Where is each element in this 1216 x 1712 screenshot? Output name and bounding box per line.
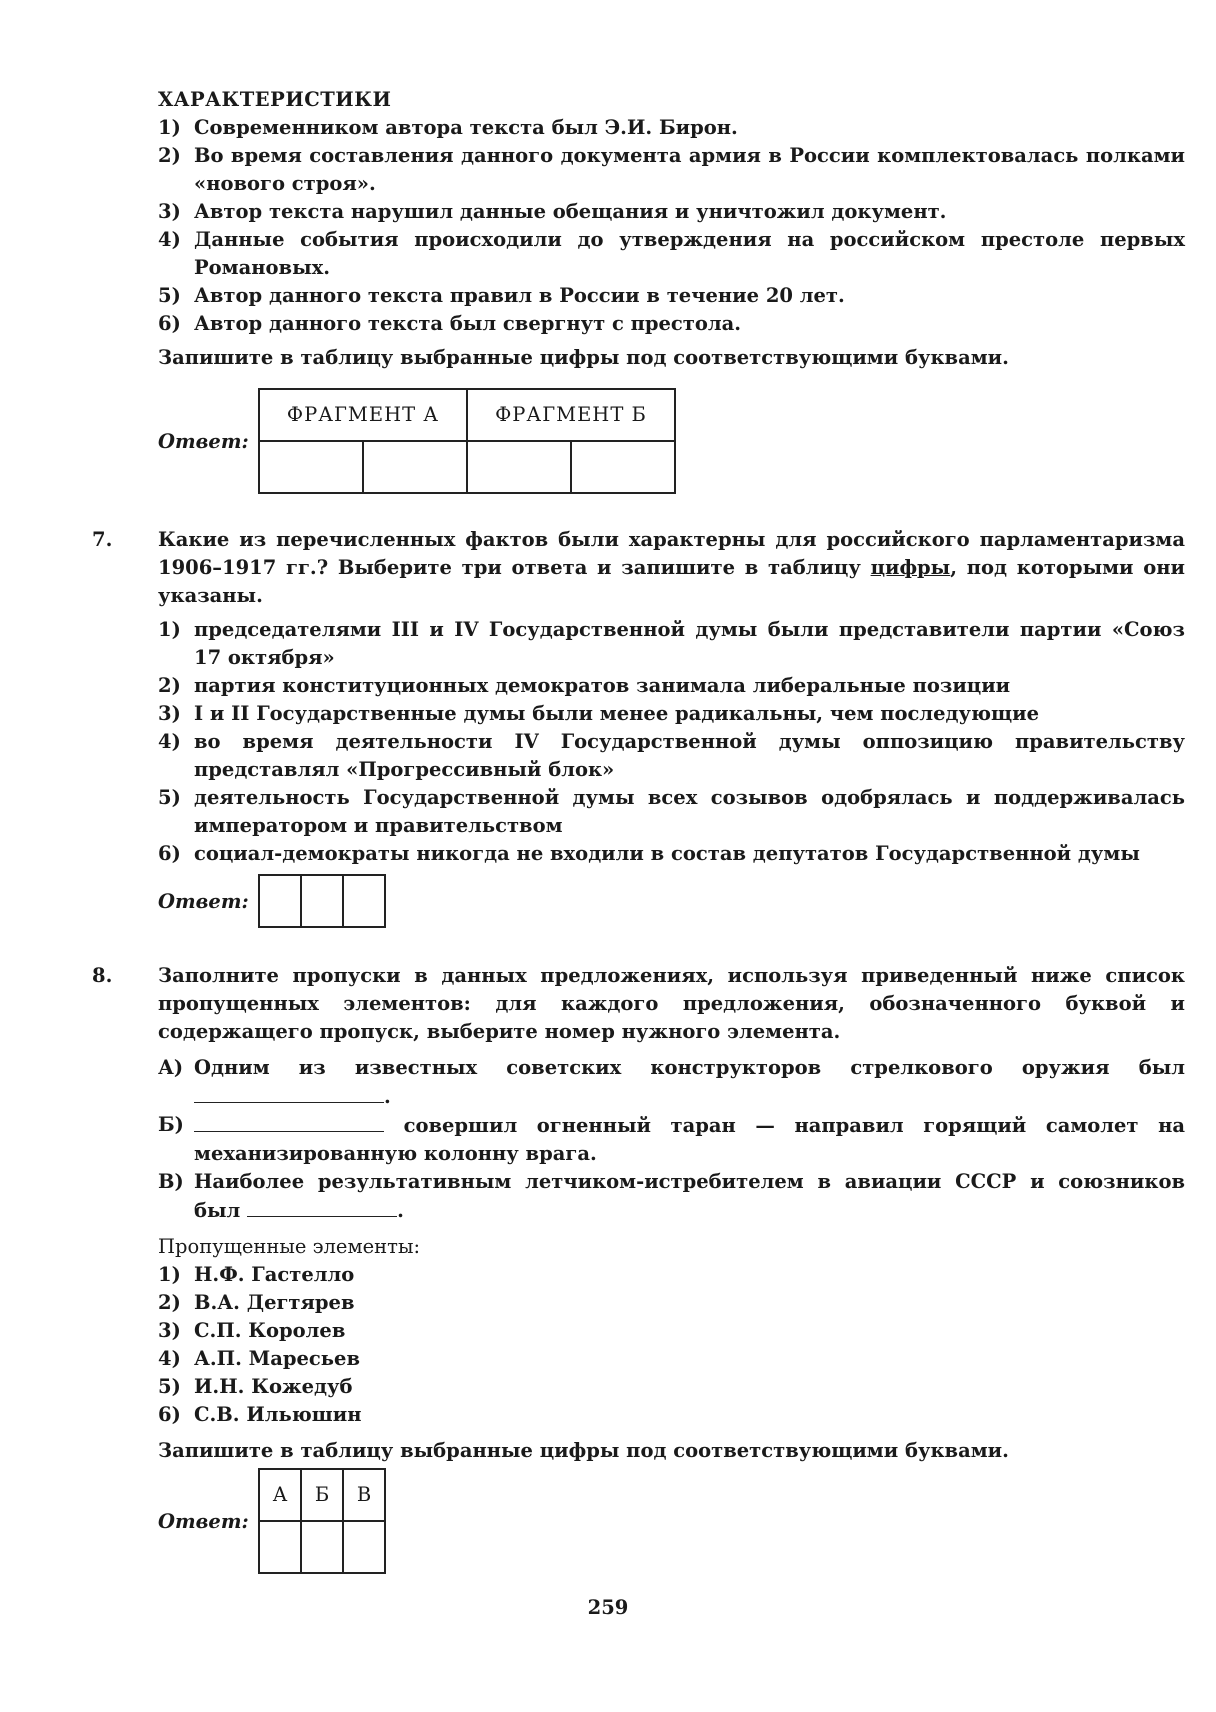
q8-answer-table [258, 1468, 386, 1574]
list-item: 5) И.Н. Кожедуб [158, 1375, 353, 1398]
answer-cell[interactable] [363, 441, 467, 493]
q7-block [158, 526, 1185, 868]
list-item: 4) А.П. Маресьев [158, 1347, 360, 1370]
q6-header-fragment-a: ФРАГМЕНТ А [259, 389, 467, 441]
q6-instruction: Запишите в таблицу выбранные цифры под соответствующими буквами. [158, 346, 1009, 369]
list-item: 1) председателями III и IV Государственной думы были представители партии «Союз 17 октября» [158, 618, 1185, 669]
blank-line[interactable] [194, 1082, 384, 1103]
answer-cell[interactable] [343, 1521, 385, 1573]
q6-answer-label: Ответ: [158, 430, 249, 453]
sentence-b: Б) совершил огненный таран — направил горящий самолет на механизированную колонну врага. [158, 1113, 1185, 1165]
list-item: 3) I и II Государственные думы были менее радикальны, чем последующие [158, 702, 1040, 725]
sentence-a: А) Одним из известных советских конструкторов стрелкового оружия был . [158, 1056, 1185, 1108]
list-item: 2) Во время составления данного документа армия в России комплектовалась полками «нового строя». [158, 144, 1185, 195]
q6-characteristics [158, 86, 1185, 372]
list-item: 3) С.П. Королев [158, 1319, 346, 1342]
answer-cell[interactable] [259, 441, 363, 493]
answer-cell[interactable] [301, 1521, 343, 1573]
q8-block [158, 962, 1185, 1465]
answer-cell[interactable] [343, 875, 385, 927]
list-item: 2) партия конституционных демократов занимала либеральные позиции [158, 674, 1011, 697]
q6-heading: ХАРАКТЕРИСТИКИ [158, 88, 392, 111]
list-item: 4) во время деятельности IV Государственной думы оппозицию правительству представлял «Прогрессивный блок» [158, 730, 1185, 781]
sentence-c: В) Наиболее результативным летчиком-истребителем в авиации СССР и союзников был . [158, 1170, 1185, 1222]
q7-answer-label: Ответ: [158, 890, 249, 913]
q8-answer-label: Ответ: [158, 1510, 249, 1533]
list-item: 6) социал-демократы никогда не входили в состав депутатов Государственной думы [158, 842, 1140, 865]
page-number: 259 [587, 1596, 629, 1619]
list-item: 3) Автор текста нарушил данные обещания и уничтожил документ. [158, 200, 947, 223]
q7-answer-table [258, 874, 386, 928]
list-item: 5) деятельность Государственной думы всех созывов одобрялась и поддерживалась императором и правительством [158, 786, 1185, 837]
q8-list-title: Пропущенные элементы: [158, 1235, 421, 1258]
answer-cell[interactable] [301, 875, 343, 927]
q8-header-b: Б [301, 1469, 343, 1521]
q8-question: Заполните пропуски в данных предложениях, используя приведенный ниже список пропущенных элементов: для каждого предложения, обозначенного буквой и содержащего пропуск, выберите номер нужного элемента. [158, 964, 1185, 1043]
answer-cell[interactable] [467, 441, 571, 493]
q6-answer-table [258, 388, 676, 494]
list-item: 5) Автор данного текста правил в России в течение 20 лет. [158, 284, 845, 307]
blank-line[interactable] [247, 1196, 397, 1217]
q6-header-fragment-b: ФРАГМЕНТ Б [467, 389, 675, 441]
answer-cell[interactable] [259, 875, 301, 927]
list-item: 6) С.В. Ильюшин [158, 1403, 362, 1426]
list-item: 6) Автор данного текста был свергнут с престола. [158, 312, 742, 335]
answer-cell[interactable] [571, 441, 675, 493]
list-item: 4) Данные события происходили до утверждения на российском престоле первых Романовых. [158, 228, 1185, 279]
q7-number: 7. [92, 528, 113, 551]
q7-question: Какие из перечисленных фактов были характерны для российского парламентаризма 1906–1917 гг.? Выберите три ответа и запишите в таблицу цифры, под которыми они указаны. [158, 528, 1185, 607]
q8-header-c: В [343, 1469, 385, 1521]
q8-number: 8. [92, 964, 113, 987]
list-item: 2) В.А. Дегтярев [158, 1291, 355, 1314]
q8-header-a: А [259, 1469, 301, 1521]
q8-instruction: Запишите в таблицу выбранные цифры под соответствующими буквами. [158, 1439, 1009, 1462]
blank-line[interactable] [194, 1111, 384, 1132]
list-item: 1) Современником автора текста был Э.И. Бирон. [158, 116, 738, 139]
list-item: 1) Н.Ф. Гастелло [158, 1263, 355, 1286]
answer-cell[interactable] [259, 1521, 301, 1573]
